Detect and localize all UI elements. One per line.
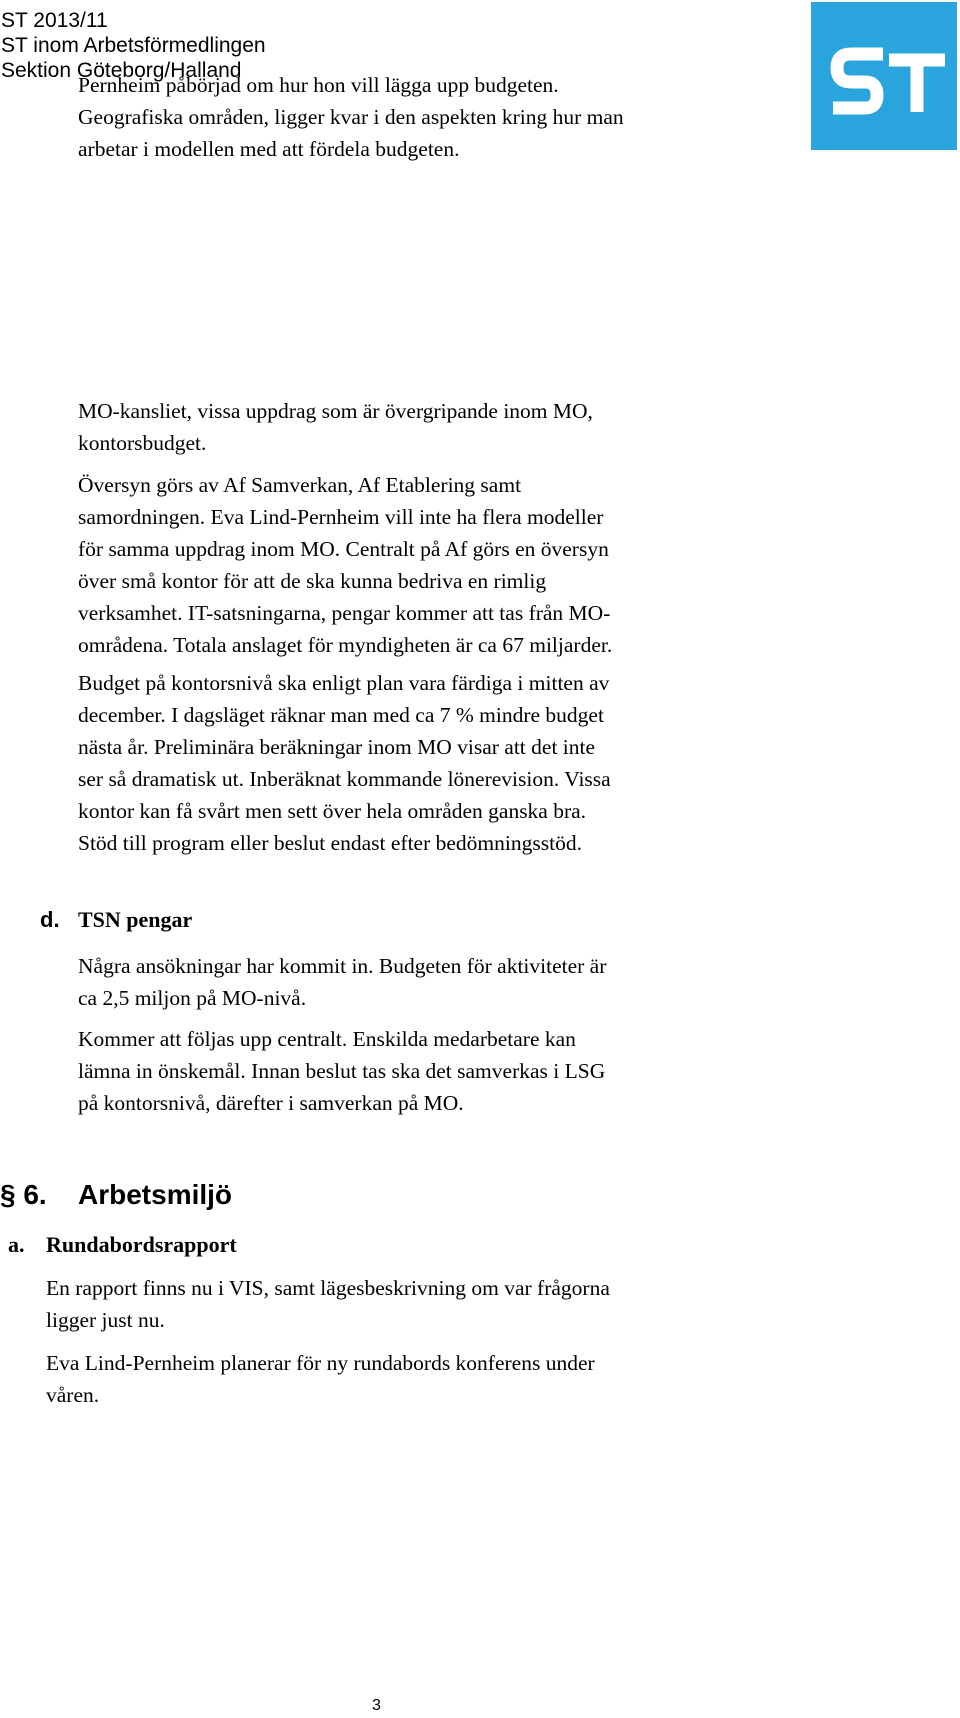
section-d-title: TSN pengar (78, 907, 193, 932)
st-logo (811, 2, 957, 150)
paragraph-kontorsniva (78, 667, 611, 859)
text-line: verksamhet. IT-satsningarna, pengar kommer att tas från MO- (78, 601, 611, 625)
text-line: ca 2,5 miljon på MO-nivå. (78, 986, 307, 1010)
section-a-marker: a. (8, 1232, 25, 1257)
text-line: En rapport finns nu i VIS, samt lägesbeskrivning om var frågorna (46, 1276, 610, 1300)
header-line-3: Sektion Göteborg/Halland (1, 59, 242, 82)
text-line: våren. (46, 1383, 100, 1407)
text-line: Stöd till program eller beslut endast efter bedömningsstöd. (78, 831, 582, 855)
section-6-title: Arbetsmiljö (78, 1179, 233, 1210)
text-line: december. I dagsläget räknar man med ca 7 % mindre budget (78, 703, 604, 727)
text-line: Kommer att följas upp centralt. Enskilda medarbetare kan (78, 1027, 576, 1051)
text-line: MO-kansliet, vissa uppdrag som är övergripande inom MO, (78, 399, 593, 423)
section-6-heading (0, 1177, 232, 1213)
text-line: Några ansökningar har kommit in. Budgeten för aktiviteter är (78, 954, 607, 978)
section-d-heading (40, 904, 192, 936)
text-line: kontorsbudget. (78, 431, 207, 455)
text-line: samordningen. Eva Lind-Pernheim vill inte ha flera modeller (78, 505, 604, 529)
paragraph-konferens (46, 1347, 595, 1411)
paragraph-tsn-uppfoljning (78, 1023, 605, 1119)
text-line: ligger just nu. (46, 1308, 165, 1332)
paragraph-rapport-vis (46, 1272, 610, 1336)
text-line: områdena. Totala anslaget för myndigheten är ca 67 miljarder. (78, 633, 613, 657)
text-line: Budget på kontorsnivå ska enligt plan vara färdiga i mitten av (78, 671, 610, 695)
text-line: Pernheim påbörjad om hur hon vill lägga upp budgeten. (78, 73, 559, 97)
text-line: över små kontor för att de ska kunna bedriva en rimlig (78, 569, 547, 593)
paragraph-mo-kansliet (78, 395, 593, 459)
text-line: Eva Lind-Pernheim planerar för ny rundabords konferens under (46, 1351, 595, 1375)
text-line: ser så dramatisk ut. Inberäknat kommande lönerevision. Vissa (78, 767, 611, 791)
page-number: 3 (372, 1697, 381, 1714)
text-line: för samma uppdrag inom MO. Centralt på Af görs en översyn (78, 537, 609, 561)
st-logo-graphic (811, 2, 957, 150)
section-d-marker: d. (40, 907, 60, 932)
text-line: Geografiska områden, ligger kvar i den aspekten kring hur man (78, 105, 624, 129)
text-line: Översyn görs av Af Samverkan, Af Etablering samt (78, 473, 522, 497)
section-a-heading (8, 1229, 237, 1261)
paragraph-tsn-ansokningar (78, 950, 606, 1014)
text-line: nästa år. Preliminära beräkningar inom MO visar att det inte (78, 735, 596, 759)
text-line: lämna in önskemål. Innan beslut tas ska det samverkas i LSG (78, 1059, 606, 1083)
header-line-2: ST inom Arbetsförmedlingen (1, 34, 266, 57)
paragraph-oversyn (78, 469, 612, 661)
text-line: arbetar i modellen med att fördela budgeten. (78, 137, 460, 161)
header-line-1: ST 2013/11 (1, 9, 108, 32)
paragraph-budget-model (78, 69, 624, 165)
section-6-number: § 6. (0, 1179, 47, 1210)
text-line: kontor kan få svårt men sett över hela områden ganska bra. (78, 799, 587, 823)
section-a-title: Rundabordsrapport (46, 1232, 237, 1257)
text-line: på kontorsnivå, därefter i samverkan på MO. (78, 1091, 464, 1115)
